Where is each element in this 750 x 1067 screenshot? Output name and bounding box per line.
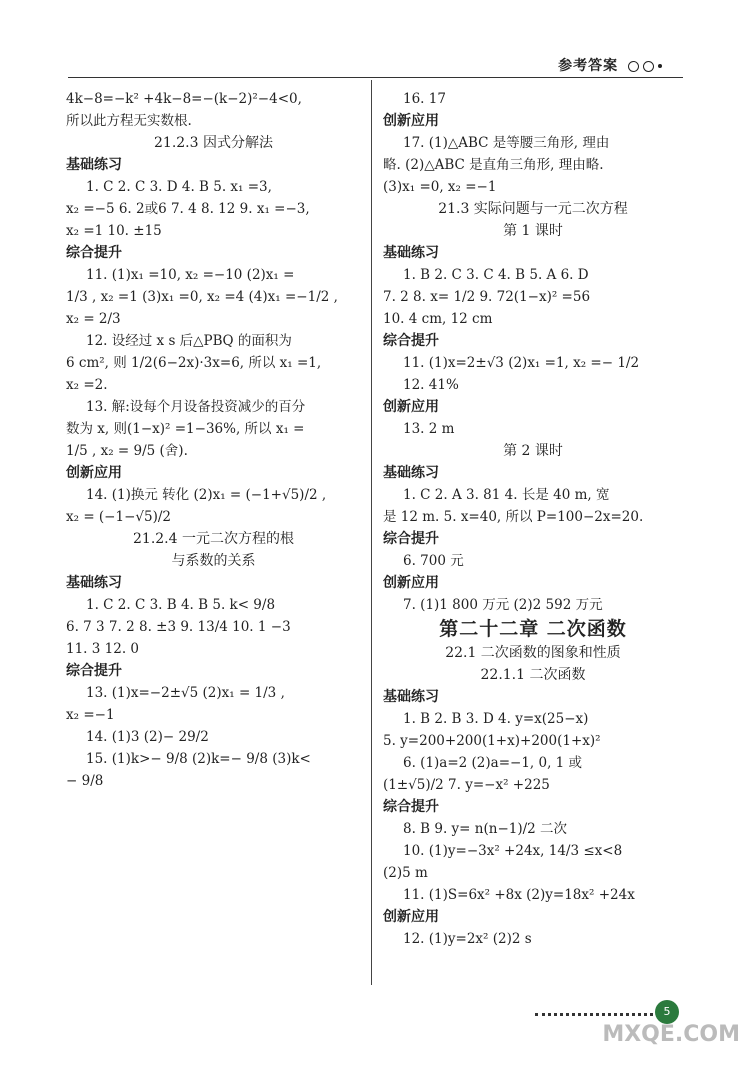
answer-line: 6. 700 元 [403,553,464,569]
section-heading: 创新应用 [383,399,439,415]
page-number: 5 [655,1000,679,1024]
section-heading: 综合提升 [383,531,439,547]
answer-line: − 9/8 [66,773,104,789]
left-column [66,88,361,792]
section-heading: 基础练习 [66,575,122,591]
answer-line: x₂ =−1 [66,707,115,723]
answer-line: 11. (1)x₁ =10, x₂ =−10 (2)x₁ = [86,267,295,283]
answer-line: (2)5 m [383,865,428,881]
answer-line: 6. 7 3 7. 2 8. ±3 9. 13/4 10. 1 −3 [66,619,291,635]
section-heading: 基础练习 [383,245,439,261]
answer-line: 12. 设经过 x s 后△PBQ 的面积为 [86,333,292,349]
answer-line: 7. 2 8. x= 1/2 9. 72(1−x)² =56 [383,289,591,305]
title-line: 第 2 课时 [503,443,563,459]
title-line: 21.3 实际问题与一元二次方程 [438,201,628,217]
answer-line: 1. C 2. C 3. D 4. B 5. x₁ =3, [86,179,272,195]
title-line: 与系数的关系 [171,553,256,569]
answer-line: 1/3 , x₂ =1 (3)x₁ =0, x₂ =4 (4)x₁ =−1/2 , [66,289,338,305]
answer-line: 10. 4 cm, 12 cm [383,311,493,327]
answer-line: 13. (1)x=−2±√5 (2)x₁ = 1/3 , [86,685,285,701]
answer-line: 8. B 9. y= n(n−1)/2 二次 [403,821,568,837]
dot-icon [658,64,662,68]
title-line: 第 1 课时 [503,223,563,239]
answer-line: x₂ =1 10. ±15 [66,223,162,239]
title-line: 22.1 二次函数的图象和性质 [445,645,621,661]
answer-line: 13. 2 m [403,421,455,437]
column-divider [371,80,372,985]
answer-line: 5. y=200+200(1+x)+200(1+x)² [383,733,601,749]
section-heading: 综合提升 [66,245,122,261]
section-heading: 基础练习 [66,157,122,173]
answer-line: (3)x₁ =0, x₂ =−1 [383,179,497,195]
answer-line: 11. (1)S=6x² +8x (2)y=18x² +24x [403,887,635,903]
section-heading: 综合提升 [66,663,122,679]
answer-line: 1. C 2. C 3. B 4. B 5. k< 9/8 [86,597,276,613]
section-heading: 基础练习 [383,465,439,481]
title-line: 22.1.1 二次函数 [480,667,586,683]
header-title: 参考答案 [558,58,619,74]
answer-line: 16. 17 [403,91,446,107]
answer-line: 14. (1)换元 转化 (2)x₁ = (−1+√5)/2 , [86,487,327,503]
section-heading: 创新应用 [383,113,439,129]
answer-line: 1. B 2. C 3. C 4. B 5. A 6. D [403,267,589,283]
circle-icon [628,61,639,72]
answer-line: (1±√5)/2 7. y=−x² +225 [383,777,550,793]
title-line: 第二十二章 二次函数 [439,618,627,640]
answer-line: 15. (1)k>− 9/8 (2)k=− 9/8 (3)k< [86,751,311,767]
answer-line: 4k−8=−k² +4k−8=−(k−2)²−4<0, [66,91,302,107]
section-heading: 基础练习 [383,689,439,705]
right-column [383,88,683,950]
answer-line: 14. (1)3 (2)− 29/2 [86,729,209,745]
answer-line: 所以此方程无实数根. [66,113,192,129]
section-heading: 创新应用 [66,465,122,481]
section-heading: 综合提升 [383,799,439,815]
watermark: MXQE.COM [602,1022,740,1047]
answer-line: x₂ = 2/3 [66,311,121,327]
answer-line: 1. B 2. B 3. D 4. y=x(25−x) [403,711,589,727]
header-rule [68,77,683,78]
answer-line: 11. (1)x=2±√3 (2)x₁ =1, x₂ =− 1/2 [403,355,640,371]
answer-line: 是 12 m. 5. x=40, 所以 P=100−2x=20. [383,509,644,525]
answer-line: 1. C 2. A 3. 81 4. 长是 40 m, 宽 [403,487,610,503]
answer-line: 12. (1)y=2x² (2)2 s [403,931,532,947]
title-line: 21.2.3 因式分解法 [154,135,273,151]
answer-line: x₂ =2. [66,377,108,393]
answer-line: x₂ = (−1−√5)/2 [66,509,171,525]
answer-line: 12. 41% [403,377,459,393]
answer-line: 6 cm², 则 1/2(6−2x)·3x=6, 所以 x₁ =1, [66,355,322,371]
title-line: 21.2.4 一元二次方程的根 [133,531,294,547]
section-heading: 创新应用 [383,575,439,591]
circle-icon [643,61,654,72]
answer-line: 1/5 , x₂ = 9/5 (舍). [66,443,188,459]
section-heading: 创新应用 [383,909,439,925]
answer-line: 11. 3 12. 0 [66,641,139,657]
answer-line: 17. (1)△ABC 是等腰三角形, 理由 [403,135,610,151]
answer-line: x₂ =−5 6. 2或6 7. 4 8. 12 9. x₁ =−3, [66,201,310,217]
answer-line: 7. (1)1 800 万元 (2)2 592 万元 [403,597,603,613]
answer-line: 10. (1)y=−3x² +24x, 14/3 ≤x<8 [403,843,623,859]
answer-line: 6. (1)a=2 (2)a=−1, 0, 1 或 [403,755,583,771]
answer-line: 13. 解:设每个月设备投资减少的百分 [86,399,306,415]
page-header [558,55,662,75]
answer-line: 数为 x, 则(1−x)² =1−36%, 所以 x₁ = [66,421,305,437]
page-footer [535,1002,710,1022]
section-heading: 综合提升 [383,333,439,349]
footer-dots [535,1013,665,1016]
answer-line: 略. (2)△ABC 是直角三角形, 理由略. [383,157,604,173]
